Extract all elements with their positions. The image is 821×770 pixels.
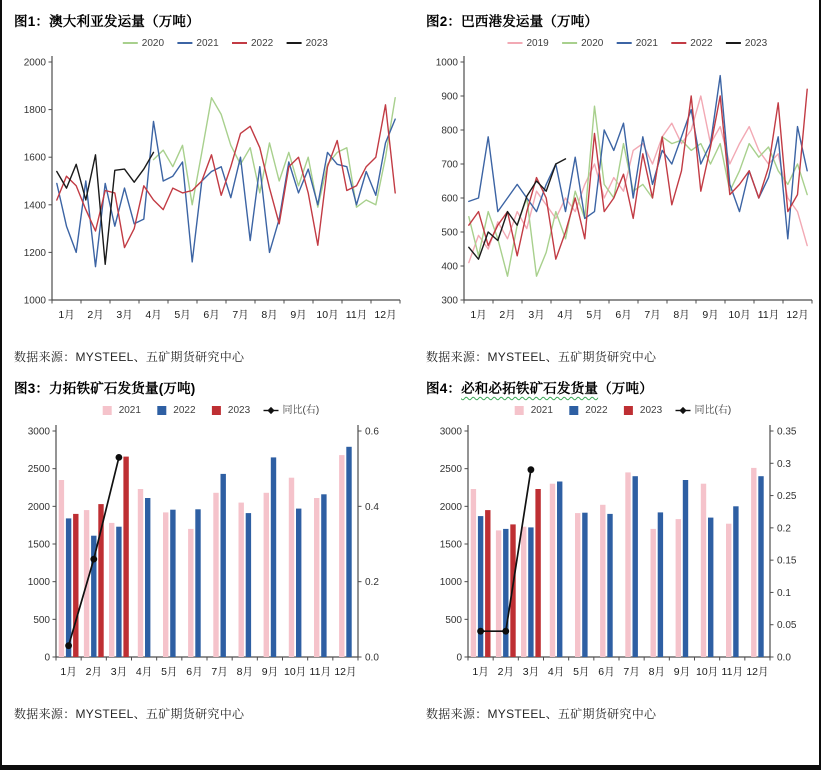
legend-item-2023 (287, 38, 329, 49)
bar-2022-7月 (633, 476, 638, 657)
svg-text:2500: 2500 (27, 464, 50, 476)
series-2022 (57, 105, 395, 248)
svg-text:500: 500 (441, 227, 458, 239)
svg-text:2500: 2500 (439, 464, 462, 476)
figure1-line-chart (12, 32, 408, 344)
figure3-source: 数据来源：MYSTEEL、五矿期货研究中心 (14, 707, 245, 721)
svg-text:2月: 2月 (497, 666, 514, 678)
svg-text:9月: 9月 (673, 666, 691, 678)
figure3-bar-chart (12, 399, 408, 701)
bar-2021-1月 (59, 480, 64, 657)
bar-2022-5月 (582, 513, 587, 657)
bar-2021-8月 (239, 503, 244, 657)
svg-text:1月: 1月 (472, 666, 489, 678)
bar-2021-12月 (339, 455, 344, 657)
svg-text:2020: 2020 (141, 38, 165, 49)
svg-text:5月: 5月 (174, 309, 191, 321)
svg-text:1600: 1600 (23, 152, 46, 164)
svg-text:2022: 2022 (173, 405, 196, 416)
svg-text:2023: 2023 (639, 405, 663, 416)
bar-2023-1月 (485, 510, 490, 657)
svg-text:5月: 5月 (586, 309, 603, 321)
svg-text:3月: 3月 (522, 666, 540, 678)
legend-item-2021 (103, 405, 142, 416)
figure1-title-text: 图1：澳大利亚发运量（万吨） (14, 14, 200, 29)
svg-text:0.25: 0.25 (777, 491, 797, 503)
svg-text:6月: 6月 (203, 309, 220, 321)
figure2-line-chart (424, 32, 820, 344)
svg-text:0.2: 0.2 (365, 577, 379, 589)
svg-text:2019: 2019 (526, 38, 549, 49)
yoy-marker (477, 628, 484, 635)
svg-text:2022: 2022 (690, 38, 713, 49)
bar-2022-12月 (758, 476, 763, 657)
svg-text:4月: 4月 (547, 666, 565, 678)
svg-text:1000: 1000 (23, 295, 46, 307)
svg-text:5月: 5月 (161, 666, 178, 678)
bar-2021-10月 (701, 484, 706, 657)
legend-item-同比(右) (264, 403, 320, 416)
bar-2021-11月 (726, 524, 731, 657)
yoy-marker (528, 466, 535, 473)
bar-2021-7月 (625, 472, 630, 657)
svg-text:10月: 10月 (283, 666, 307, 678)
svg-text:9月: 9月 (702, 309, 719, 321)
svg-text:1000: 1000 (439, 577, 462, 589)
svg-text:12月: 12月 (746, 666, 769, 678)
svg-text:8月: 8月 (236, 666, 253, 678)
bar-2022-2月 (503, 529, 508, 657)
series-2019 (469, 96, 807, 263)
svg-text:0.1: 0.1 (777, 587, 791, 599)
yoy-marker (502, 628, 509, 635)
bar-2021-7月 (213, 493, 218, 657)
figure2-title-text: 图2：巴西港发运量（万吨） (426, 14, 599, 29)
legend-item-2021 (515, 405, 554, 416)
legend-item-同比(右) (676, 403, 732, 416)
yoy-marker (116, 454, 123, 461)
legend-item-2019 (508, 38, 550, 49)
bar-2021-11月 (314, 498, 319, 657)
svg-text:2022: 2022 (585, 405, 608, 416)
svg-text:3月: 3月 (110, 666, 128, 678)
svg-text:2020: 2020 (581, 38, 604, 49)
svg-text:2月: 2月 (499, 309, 516, 321)
bar-2022-4月 (145, 498, 150, 657)
bar-2022-8月 (658, 512, 663, 657)
legend-item-2021 (177, 38, 219, 49)
bar-2022-9月 (683, 480, 688, 657)
legend-item-2020 (123, 38, 165, 49)
bar-2022-5月 (170, 510, 175, 657)
figure3-title (14, 377, 408, 397)
svg-text:0: 0 (456, 652, 462, 664)
svg-text:11月: 11月 (757, 309, 780, 321)
yoy-marker (65, 642, 72, 649)
svg-text:3000: 3000 (439, 426, 462, 438)
svg-text:0.3: 0.3 (777, 458, 791, 470)
svg-text:4月: 4月 (557, 309, 574, 321)
svg-text:6月: 6月 (186, 666, 203, 678)
svg-text:4月: 4月 (145, 309, 162, 321)
panel-figure-3 (12, 373, 408, 728)
svg-text:6月: 6月 (598, 666, 615, 678)
svg-text:12月: 12月 (374, 309, 397, 321)
yoy-marker (90, 556, 97, 563)
svg-text:0.4: 0.4 (365, 501, 379, 513)
bar-2022-10月 (708, 518, 713, 657)
bar-2023-3月 (535, 489, 540, 657)
svg-text:2000: 2000 (27, 501, 50, 513)
svg-text:1500: 1500 (439, 539, 462, 551)
svg-text:9月: 9月 (290, 309, 307, 321)
svg-text:2021: 2021 (635, 38, 658, 49)
bar-2021-3月 (109, 523, 114, 657)
bar-2022-1月 (478, 516, 483, 657)
svg-text:1月: 1月 (58, 309, 75, 321)
figure3-title-text: 图3：力拓铁矿石发货量(万吨) (14, 381, 196, 396)
svg-text:7月: 7月 (232, 309, 249, 321)
svg-text:12月: 12月 (786, 309, 809, 321)
figure1-source: 数据来源：MYSTEEL、五矿期货研究中心 (14, 350, 245, 364)
svg-text:0.2: 0.2 (777, 523, 791, 535)
svg-text:7月: 7月 (623, 666, 640, 678)
svg-text:1月: 1月 (470, 309, 487, 321)
bar-2021-10月 (289, 478, 294, 657)
svg-text:0: 0 (44, 652, 50, 664)
bar-2021-4月 (138, 489, 143, 657)
bar-2022-3月 (528, 527, 533, 657)
bar-2022-7月 (221, 474, 226, 657)
bar-2021-4月 (550, 484, 555, 657)
svg-text:2000: 2000 (439, 501, 462, 513)
svg-text:1400: 1400 (23, 200, 46, 212)
svg-text:8月: 8月 (261, 309, 278, 321)
svg-text:6月: 6月 (615, 309, 632, 321)
svg-text:2023: 2023 (305, 38, 328, 49)
figure4-title-prefix: 图4： (426, 381, 462, 396)
bar-2022-12月 (346, 447, 351, 657)
svg-text:11月: 11月 (721, 666, 743, 678)
svg-text:7月: 7月 (211, 666, 228, 678)
bar-2021-6月 (188, 529, 193, 657)
svg-text:2000: 2000 (23, 57, 46, 69)
bar-2022-9月 (271, 457, 276, 657)
figure1-title (14, 10, 408, 30)
bar-2022-10月 (296, 509, 301, 657)
svg-text:0.15: 0.15 (777, 555, 797, 567)
bar-2021-6月 (600, 505, 605, 657)
figure2-title (426, 10, 820, 30)
svg-text:8月: 8月 (673, 309, 690, 321)
legend-item-2020 (562, 38, 604, 49)
svg-text:3000: 3000 (27, 426, 50, 438)
bar-2022-8月 (246, 513, 251, 657)
svg-text:2月: 2月 (87, 309, 104, 321)
svg-text:10月: 10月 (695, 666, 719, 678)
svg-text:1月: 1月 (60, 666, 77, 678)
bar-2021-2月 (496, 530, 501, 657)
svg-text:1000: 1000 (27, 577, 50, 589)
svg-text:0.0: 0.0 (365, 652, 379, 664)
svg-text:2021: 2021 (196, 38, 219, 49)
series-2022 (469, 89, 807, 259)
svg-text:11月: 11月 (309, 666, 331, 678)
figure4-bar-chart (424, 399, 820, 701)
bar-2022-6月 (607, 514, 612, 657)
bar-2022-4月 (557, 482, 562, 658)
svg-text:3月: 3月 (116, 309, 133, 321)
bar-2022-3月 (116, 527, 121, 657)
figure4-title-main: 必和必拓铁矿石发货量 (461, 381, 599, 396)
report-figure-grid (2, 0, 819, 728)
svg-text:900: 900 (441, 91, 458, 103)
figure4-source: 数据来源：MYSTEEL、五矿期货研究中心 (426, 707, 657, 721)
figure2-source: 数据来源：MYSTEEL、五矿期货研究中心 (426, 350, 657, 364)
panel-figure-2 (424, 6, 820, 371)
svg-text:2月: 2月 (85, 666, 102, 678)
svg-text:500: 500 (33, 614, 50, 626)
svg-text:11月: 11月 (345, 309, 368, 321)
svg-text:7月: 7月 (644, 309, 661, 321)
svg-text:3月: 3月 (528, 309, 545, 321)
svg-text:700: 700 (441, 159, 458, 171)
svg-text:600: 600 (441, 193, 458, 205)
svg-text:0.05: 0.05 (777, 620, 797, 632)
svg-text:0.6: 0.6 (365, 426, 379, 438)
bar-2023-3月 (123, 457, 128, 657)
series-2021 (469, 76, 807, 239)
svg-text:1800: 1800 (23, 105, 46, 117)
svg-text:0.0: 0.0 (777, 652, 791, 664)
bar-2021-12月 (751, 468, 756, 657)
figure4-title (426, 377, 820, 397)
bar-2021-1月 (471, 489, 476, 657)
legend-item-2022 (671, 38, 713, 49)
svg-text:10月: 10月 (728, 309, 751, 321)
svg-text:800: 800 (441, 125, 458, 137)
svg-text:5月: 5月 (573, 666, 590, 678)
bar-2021-9月 (676, 519, 681, 657)
svg-text:500: 500 (445, 614, 462, 626)
legend-item-2022 (157, 405, 196, 416)
bar-2022-6月 (195, 509, 200, 657)
svg-text:300: 300 (441, 295, 458, 307)
svg-text:1000: 1000 (435, 57, 458, 69)
svg-text:1200: 1200 (23, 247, 46, 259)
svg-text:1500: 1500 (27, 539, 50, 551)
legend-item-2021 (617, 38, 659, 49)
bar-2021-3月 (521, 527, 526, 657)
bar-2022-11月 (733, 506, 738, 657)
panel-figure-1 (12, 6, 408, 371)
legend-item-2022 (569, 405, 608, 416)
bar-2021-9月 (264, 493, 269, 657)
legend-item-2022 (232, 38, 274, 49)
svg-text:4月: 4月 (135, 666, 153, 678)
bar-2023-1月 (73, 514, 78, 657)
bar-2021-5月 (163, 512, 168, 657)
svg-text:12月: 12月 (334, 666, 357, 678)
bar-2023-2月 (510, 524, 515, 657)
bar-2021-5月 (575, 513, 580, 657)
bar-2022-11月 (321, 494, 326, 657)
svg-text:2023: 2023 (227, 405, 251, 416)
svg-text:0.35: 0.35 (777, 426, 797, 438)
legend-item-2023 (726, 38, 768, 49)
svg-text:同比(右): 同比(右) (282, 405, 320, 416)
svg-text:400: 400 (441, 261, 458, 273)
svg-text:2023: 2023 (744, 38, 768, 49)
svg-text:同比(右): 同比(右) (694, 405, 732, 416)
svg-text:10月: 10月 (316, 309, 339, 321)
svg-text:2021: 2021 (530, 405, 553, 416)
svg-text:9月: 9月 (261, 666, 279, 678)
figure4-title-suffix: （万吨） (598, 381, 653, 396)
svg-text:8月: 8月 (648, 666, 665, 678)
panel-figure-4 (424, 373, 820, 728)
svg-text:2021: 2021 (118, 405, 141, 416)
legend-item-2023 (624, 405, 663, 416)
legend-item-2023 (212, 405, 251, 416)
svg-text:2022: 2022 (251, 38, 274, 49)
bar-2021-8月 (651, 529, 656, 657)
